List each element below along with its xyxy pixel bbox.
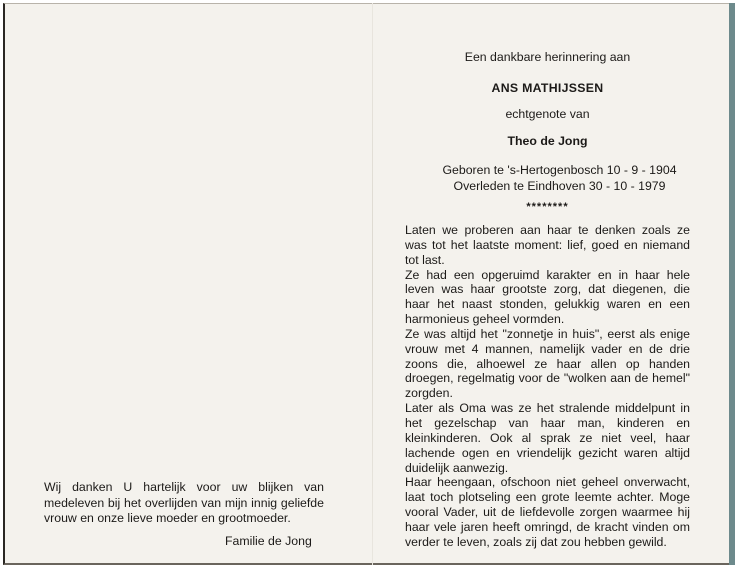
right-panel	[405, 49, 690, 550]
paragraph: Haar heengaan, ofschoon niet geheel onverwacht, laat toch plotseling een grote leemte achter. Moge vooral Vader, uit de liefdevolle zorgen waarmee hij haar vele jaren heeft omringd, de kracht vinden om verder te leven, zoals zij dat zou hebben gewild.	[405, 475, 690, 549]
paragraph: Ze had een opgeruimd karakter en in haar hele leven was haar grootste zorg, dat diegenen, die haar het naast stonden, gelukkig waren en een harmonieus geheel vormden.	[405, 267, 690, 327]
death-line: Overleden te Eindhoven 30 - 10 - 1979	[453, 179, 666, 193]
paragraph: Ze was altijd het "zonnetje in huis", eerst als enige vrouw met 4 mannen, namelijk vader en de drie zoons die, alhoewel ze haar allen op handen droegen, regelmatig voor de "wolken aan de hemel" zorgden.	[405, 326, 690, 401]
left-panel	[44, 480, 324, 549]
paragraph: Laten we proberen aan haar te denken zoals ze was tot het laatste moment: lief, goed en niemand tot last.	[405, 223, 690, 267]
separator-stars: ********	[526, 201, 569, 213]
thanks-text: Wij danken U hartelijk voor uw blijken van medeleven bij het overlijden van mijn innig geliefde vrouw en onze lieve moeder en grootmoeder.	[44, 480, 324, 526]
family-signature: Familie de Jong	[225, 533, 312, 548]
card-edge-background	[729, 3, 735, 565]
card-fold	[372, 3, 373, 565]
spouse-name: Theo de Jong	[507, 134, 588, 148]
spouse-label: echtgenote van	[505, 107, 590, 121]
birth-line: Geboren te 's-Hertogenbosch 10 - 9 - 1904	[442, 163, 677, 177]
intro-line: Een dankbare herinnering aan	[464, 50, 631, 64]
deceased-name: ANS MATHIJSSEN	[491, 81, 604, 95]
paragraph: Later als Oma was ze het stralende middelpunt in het gezelschap van haar man, kinderen en kleinkinderen. Ook al sprak ze niet veel, haar lachende ogen en vriendelijk gezicht waren altijd duidelijk aanwezig.	[405, 401, 690, 475]
memorial-text	[405, 223, 690, 550]
life-dates	[405, 162, 690, 194]
